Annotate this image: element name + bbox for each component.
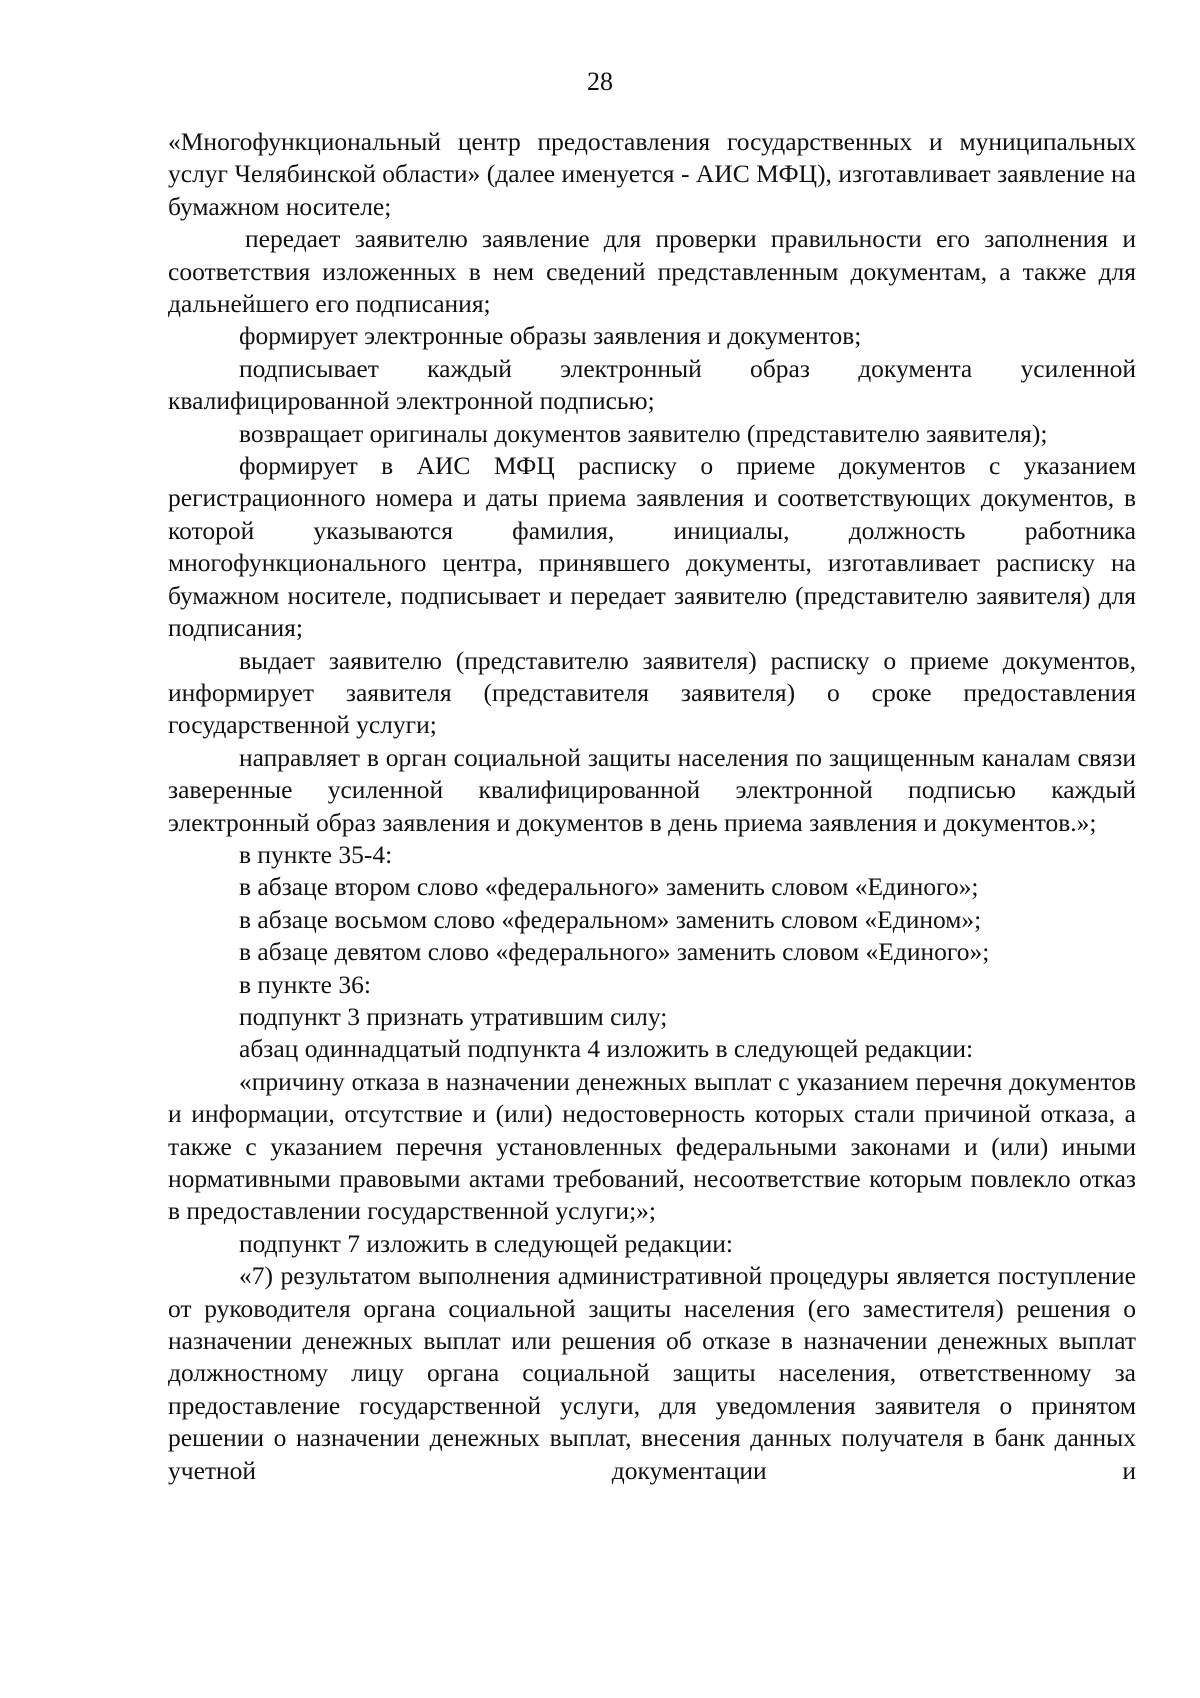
paragraph-return-originals: возвращает оригиналы документов заявителю (представителю заявителя); bbox=[239, 418, 1048, 448]
paragraph-send-to-authority: направляет в орган социальной защиты населения по защищенным каналам связи заверенные усиленной квалифицированной электронной подписью каждый электронный образ заявления и документов в день приема заявления и документов.»; bbox=[168, 742, 1136, 837]
paragraph-sign-documents: подписывает каждый электронный образ документа усиленной квалифицированной электронной подписью; bbox=[168, 353, 1136, 416]
paragraph-ais-mfc: «Многофункциональный центр предоставления государственных и муниципальных услуг Челябинской области» (далее именуется - АИС МФЦ), изготавливает заявление на бумажном носителе; bbox=[168, 127, 1136, 221]
page-number: 28 bbox=[587, 67, 613, 96]
paragraph-point-36: в пункте 36: bbox=[239, 969, 371, 999]
document-body bbox=[168, 126, 1136, 1487]
paragraph-amend-ninth: в абзаце девятом слово «федерального» заменить словом «Единого»; bbox=[239, 937, 990, 967]
paragraph-electronic-images: формирует электронные образы заявления и документов; bbox=[239, 321, 862, 351]
paragraph-refusal-reason: «причину отказа в назначении денежных выплат с указанием перечня документов и информации, отсутствие и (или) недостоверность которых стали причиной отказа, а также с указанием перечня установленных федеральными законами и (или) иными нормативными правовыми актами требований, несоответствие которым повлекло отказ в предоставлении государственной услуги;»; bbox=[168, 1066, 1136, 1226]
paragraph-subpoint-4-intro: абзац одиннадцатый подпункта 4 изложить в следующей редакции: bbox=[239, 1034, 974, 1064]
paragraph-amend-second: в абзаце втором слово «федерального» заменить словом «Единого»; bbox=[239, 872, 979, 902]
paragraph-subpoint-7-text: «7) результатом выполнения административной процедуры является поступление от руководителя органа социальной защиты населения (его заместителя) решения о назначении денежных выплат или решения об отказе в назначении денежных выплат должностному лицу органа социальной защиты населения, ответственному за предоставление государственной услуги, для уведомления заявителя о принятом решении о назначении денежных выплат, внесения данных получателя в банк данных учетной документации и bbox=[168, 1261, 1136, 1485]
paragraph-transfer-application: передает заявителю заявление для проверки правильности его заполнения и соответствия изложенных в нем сведений представленным документам, а также для дальнейшего его подписания; bbox=[168, 224, 1136, 319]
paragraph-amend-eighth: в абзаце восьмом слово «федеральном» заменить словом «Едином»; bbox=[239, 904, 982, 934]
paragraph-point-35-4: в пункте 35-4: bbox=[239, 839, 393, 869]
paragraph-receipt: формирует в АИС МФЦ расписку о приеме документов с указанием регистрационного номера и даты приема заявления и соответствующих документов, в которой указываются фамилия, инициалы, должность работника многофункционального центра, принявшего документы, изготавливает расписку на бумажном носителе, подписывает и передает заявителю (представителю заявителя) для подписания; bbox=[168, 451, 1136, 643]
paragraph-issue-receipt: выдает заявителю (представителю заявителя) расписку о приеме документов, информирует заявителя (представителя заявителя) о сроке предоставления государственной услуги; bbox=[168, 645, 1136, 740]
paragraph-subpoint-3: подпункт 3 признать утратившим силу; bbox=[239, 1001, 668, 1031]
paragraph-subpoint-7-intro: подпункт 7 изложить в следующей редакции: bbox=[239, 1228, 733, 1258]
